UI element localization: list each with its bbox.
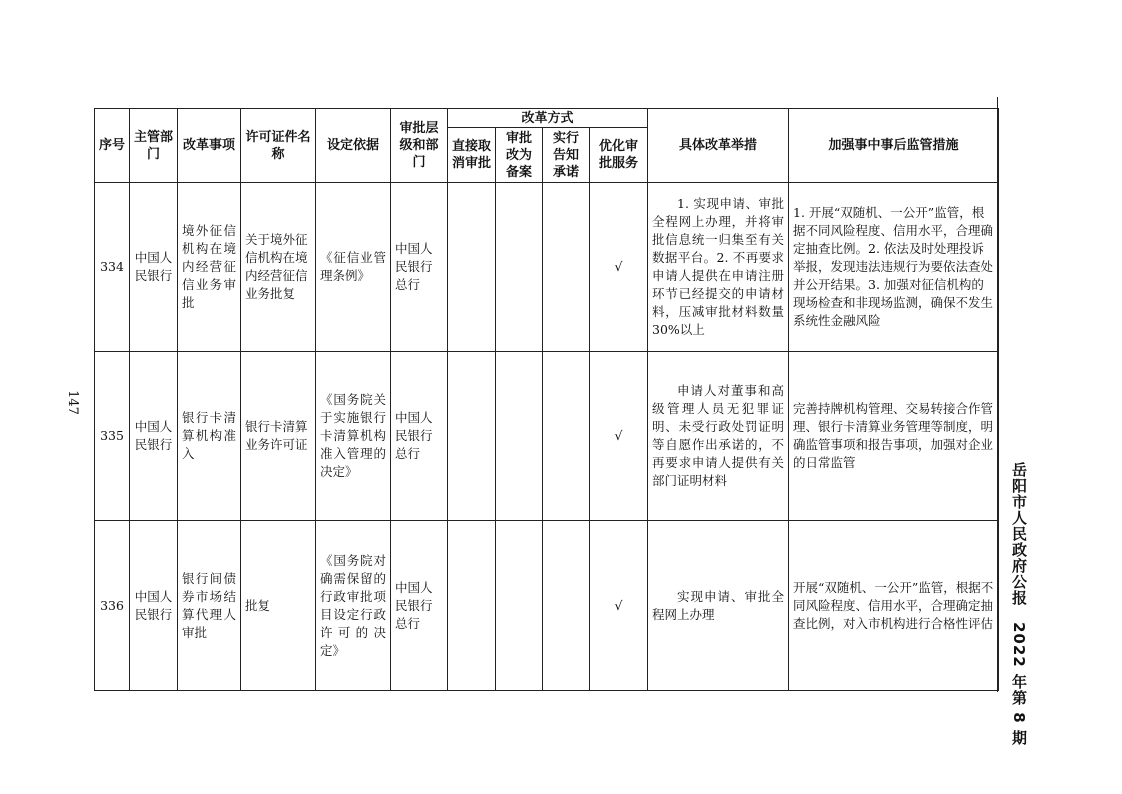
cell-method-optimize: √ bbox=[590, 183, 648, 352]
cell-dept: 中国人民银行 bbox=[130, 521, 178, 691]
header-method-record: 审批改为备案 bbox=[496, 128, 543, 183]
table-row bbox=[95, 352, 999, 521]
header-license: 许可证件名称 bbox=[241, 109, 316, 183]
cell-license: 银行卡清算业务许可证 bbox=[241, 352, 316, 521]
cell-dept: 中国人民银行 bbox=[130, 352, 178, 521]
header-seq: 序号 bbox=[95, 109, 130, 183]
header-dept: 主管部门 bbox=[130, 109, 178, 183]
issue-label: 2022 年第 8 期 bbox=[1010, 622, 1028, 746]
cell-basis: 《国务院关于实施银行卡清算机构准入管理的决定》 bbox=[316, 352, 391, 521]
reform-table bbox=[94, 108, 999, 691]
cell-method-commit bbox=[543, 352, 590, 521]
cell-basis: 《征信业管理条例》 bbox=[316, 183, 391, 352]
cell-item: 银行卡清算机构准入 bbox=[178, 352, 241, 521]
header-basis: 设定依据 bbox=[316, 109, 391, 183]
header-item: 改革事项 bbox=[178, 109, 241, 183]
header-method-commit: 实行告知承诺 bbox=[543, 128, 590, 183]
cell-level: 中国人民银行总行 bbox=[391, 521, 448, 691]
cell-measures: 1. 实现申请、审批全程网上办理，并将审批信息统一归集至有关数据平台。2. 不再要求申请人提供在申请注册环节已经提交的申请材料，压减审批材料数量 30%以上 bbox=[648, 183, 789, 352]
table-row bbox=[95, 521, 999, 691]
cell-method-optimize: √ bbox=[590, 352, 648, 521]
cell-dept: 中国人民银行 bbox=[130, 183, 178, 352]
header-level: 审批层级和部门 bbox=[391, 109, 448, 183]
header-method-cancel: 直接取消审批 bbox=[448, 128, 496, 183]
cell-method-optimize: √ bbox=[590, 521, 648, 691]
cell-seq: 335 bbox=[95, 352, 130, 521]
running-header bbox=[1000, 462, 1030, 762]
header-method-optimize: 优化审批服务 bbox=[590, 128, 648, 183]
cell-method-record bbox=[496, 352, 543, 521]
header-method-group: 改革方式 bbox=[448, 109, 648, 128]
cell-method-commit bbox=[543, 183, 590, 352]
cell-supervision: 完善持牌机构管理、交易转接合作管理、银行卡清算业务管理等制度，明确监管事项和报告事项，加强对企业的日常监管 bbox=[789, 352, 999, 521]
cell-supervision: 1. 开展“双随机、一公开”监管，根据不同风险程度、信用水平，合理确定抽查比例。2. 依法及时处理投诉举报，发现违法违规行为要依法查处并公开结果。3. 加强对征信机构的现场检查和非现场监测，确保不发生系统性金融风险 bbox=[789, 183, 999, 352]
page-number: 147 bbox=[64, 390, 80, 415]
cell-method-record bbox=[496, 521, 543, 691]
table-row bbox=[95, 183, 999, 352]
cell-level: 中国人民银行总行 bbox=[391, 183, 448, 352]
cell-method-cancel bbox=[448, 352, 496, 521]
cell-supervision: 开展“双随机、一公开”监管，根据不同风险程度、信用水平，合理确定抽查比例，对入市机构进行合格性评估 bbox=[789, 521, 999, 691]
cell-method-commit bbox=[543, 521, 590, 691]
cell-license: 批复 bbox=[241, 521, 316, 691]
cell-seq: 336 bbox=[95, 521, 130, 691]
cell-seq: 334 bbox=[95, 183, 130, 352]
cell-item: 银行间债券市场结算代理人审批 bbox=[178, 521, 241, 691]
cell-measures: 申请人对董事和高级管理人员无犯罪证明、未受行政处罚证明等自愿作出承诺的，不再要求申请人提供有关部门证明材料 bbox=[648, 352, 789, 521]
cell-level: 中国人民银行总行 bbox=[391, 352, 448, 521]
cell-method-record bbox=[496, 183, 543, 352]
cell-basis: 《国务院对确需保留的行政审批项目设定行政许可的决定》 bbox=[316, 521, 391, 691]
cell-method-cancel bbox=[448, 521, 496, 691]
header-measures: 具体改革举措 bbox=[648, 109, 789, 183]
publication-title: 岳阳市人民政府公报 bbox=[1010, 462, 1028, 606]
header-supervision: 加强事中事后监管措施 bbox=[789, 109, 999, 183]
cell-measures: 实现申请、审批全程网上办理 bbox=[648, 521, 789, 691]
cell-license: 关于境外征信机构在境内经营征信业务批复 bbox=[241, 183, 316, 352]
cell-method-cancel bbox=[448, 183, 496, 352]
cell-item: 境外征信机构在境内经营征信业务审批 bbox=[178, 183, 241, 352]
